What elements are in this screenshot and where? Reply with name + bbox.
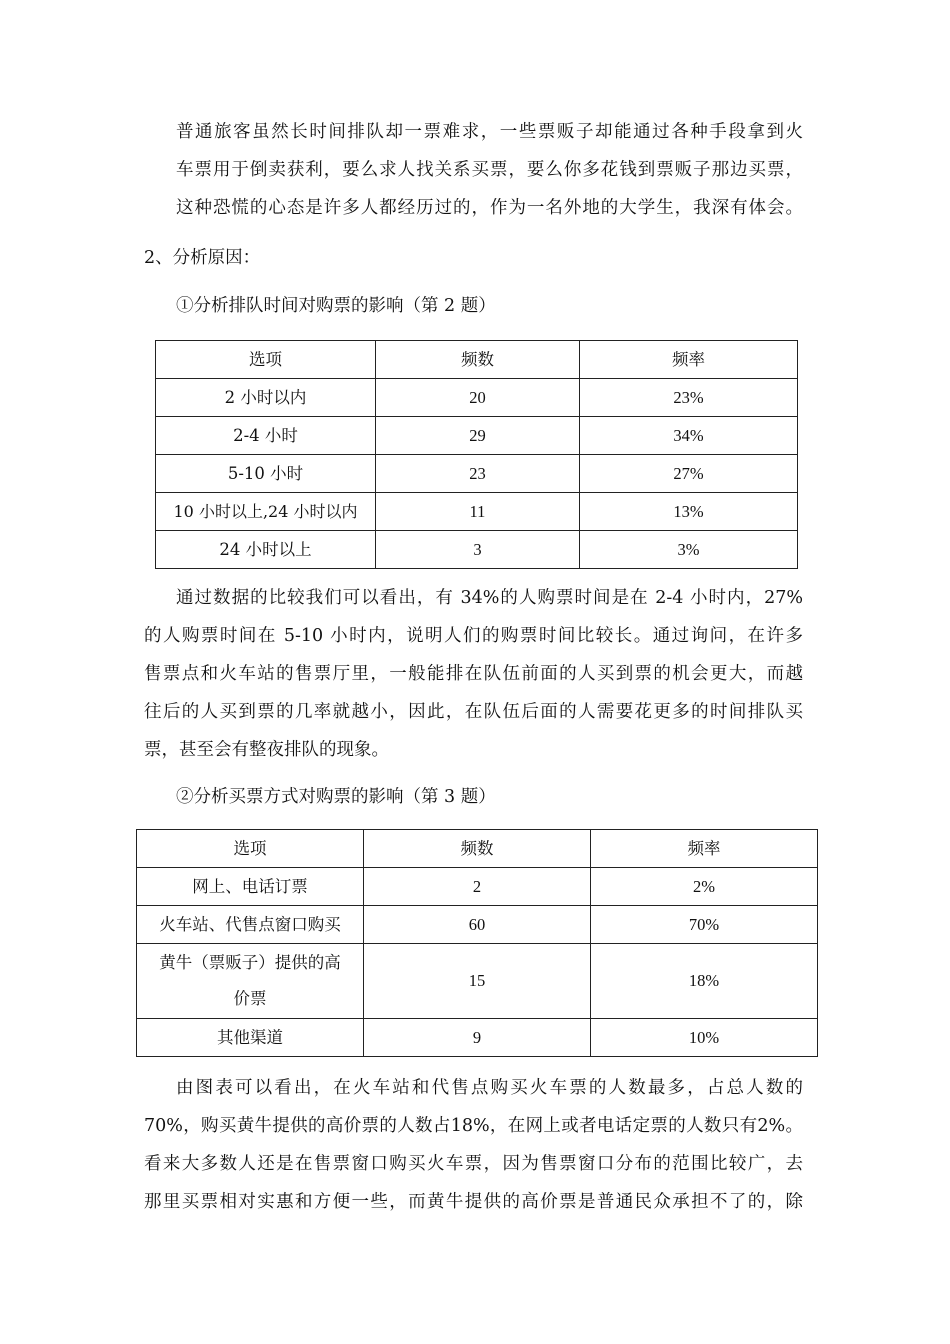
table-cell: 9 — [364, 1019, 591, 1057]
table-row — [156, 379, 798, 417]
table-cell: 2% — [591, 868, 818, 906]
table-row — [137, 944, 818, 1019]
table-cell: 18% — [591, 944, 818, 1019]
table-cell: 60 — [364, 906, 591, 944]
paragraph-line: 那里买票相对实惠和方便一些，而黄牛提供的高价票是普通民众承担不了的，除 — [144, 1192, 803, 1212]
purchase-method-table — [136, 829, 818, 1057]
table-row — [156, 493, 798, 531]
table-cell: 10% — [591, 1019, 818, 1057]
queue-time-table — [155, 340, 798, 569]
paragraph-line: 普通旅客虽然长时间排队却一票难求，一些票贩子却能通过各种手段拿到火 — [176, 122, 803, 142]
table-cell: 24 小时以上 — [156, 531, 376, 569]
table-row — [137, 1019, 818, 1057]
table-header-cell: 选项 — [137, 830, 364, 868]
table-cell: 3 — [376, 531, 580, 569]
table-header-row — [156, 341, 798, 379]
table-header-cell: 频率 — [580, 341, 798, 379]
table-cell: 2-4 小时 — [156, 417, 376, 455]
table-cell: 11 — [376, 493, 580, 531]
table-cell: 29 — [376, 417, 580, 455]
table-cell: 2 小时以内 — [156, 379, 376, 417]
cell-text-line: 黄牛（票贩子）提供的高 — [159, 953, 341, 972]
table-cell: 23% — [580, 379, 798, 417]
table-cell: 其他渠道 — [137, 1019, 364, 1057]
table-cell: 70% — [591, 906, 818, 944]
paragraph-line: 的人购票时间在 5-10 小时内，说明人们的购票时间比较长。通过询问，在许多 — [144, 626, 803, 646]
subsection-heading: ②分析买票方式对购票的影响（第 3 题） — [176, 787, 496, 807]
paragraph-line: 看来大多数人还是在售票窗口购买火车票，因为售票窗口分布的范围比较广，去 — [144, 1154, 803, 1174]
table-cell: 2 — [364, 868, 591, 906]
table-cell: 火车站、代售点窗口购买 — [137, 906, 364, 944]
table-cell: 5-10 小时 — [156, 455, 376, 493]
cell-text-line: 价票 — [233, 989, 267, 1008]
subsection-heading: ①分析排队时间对购票的影响（第 2 题） — [176, 296, 496, 316]
table-cell: 34% — [580, 417, 798, 455]
paragraph-line: 70%，购买黄牛提供的高价票的人数占18%，在网上或者电话定票的人数只有2%。 — [144, 1116, 803, 1136]
table-row — [156, 455, 798, 493]
paragraph-line: 车票用于倒卖获利，要么求人找关系买票，要么你多花钱到票贩子那边买票， — [176, 160, 803, 180]
paragraph-line: 售票点和火车站的售票厅里，一般能排在队伍前面的人买到票的机会更大，而越 — [144, 664, 803, 684]
paragraph-line: 由图表可以看出，在火车站和代售点购买火车票的人数最多，占总人数的 — [176, 1078, 803, 1098]
section-heading: 2、分析原因： — [144, 248, 261, 268]
table-cell: 23 — [376, 455, 580, 493]
table-cell — [137, 944, 364, 1019]
table-cell: 3% — [580, 531, 798, 569]
paragraph-line: 通过数据的比较我们可以看出，有 34%的人购票时间是在 2-4 小时内，27% — [176, 588, 803, 608]
table-row — [156, 417, 798, 455]
paragraph-line: 往后的人买到票的几率就越小，因此，在队伍后面的人需要花更多的时间排队买 — [144, 702, 803, 722]
table-header-row — [137, 830, 818, 868]
table-header-cell: 选项 — [156, 341, 376, 379]
table-row — [137, 868, 818, 906]
paragraph-line: 票，甚至会有整夜排队的现象。 — [144, 740, 389, 760]
table-cell: 13% — [580, 493, 798, 531]
table-cell: 15 — [364, 944, 591, 1019]
table-header-cell: 频数 — [376, 341, 580, 379]
table-row — [137, 906, 818, 944]
table-cell: 网上、电话订票 — [137, 868, 364, 906]
paragraph-line: 这种恐慌的心态是许多人都经历过的，作为一名外地的大学生，我深有体会。 — [176, 198, 803, 218]
table-row — [156, 531, 798, 569]
table-header-cell: 频数 — [364, 830, 591, 868]
table-cell: 20 — [376, 379, 580, 417]
table-cell: 27% — [580, 455, 798, 493]
table-cell: 10 小时以上,24 小时以内 — [156, 493, 376, 531]
table-header-cell: 频率 — [591, 830, 818, 868]
